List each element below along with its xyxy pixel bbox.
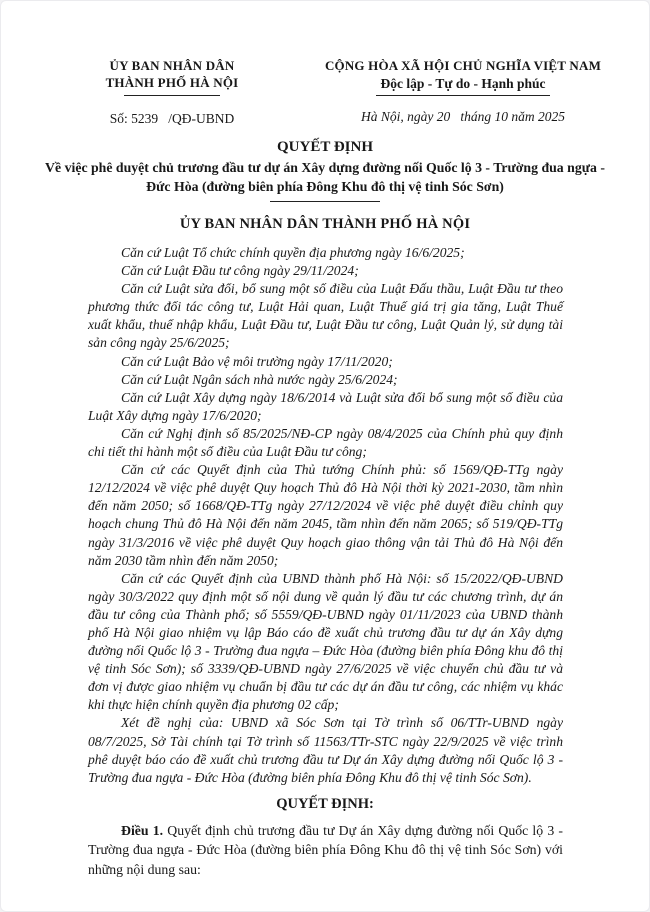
article-1-text: Quyết định chủ trương đầu tư Dự án Xây dựng đường nối Quốc lộ 3 - Trường đua ngựa - Đức Hòa (đường biên phía Đông Khu đô thị vệ tinh Sóc Sơn) với những nội dung sau: <box>88 822 563 877</box>
recital-paragraph: Căn cứ Luật Tổ chức chính quyền địa phương ngày 16/6/2025; <box>121 245 465 260</box>
recital-paragraph: Căn cứ Luật Xây dựng ngày 18/6/2014 và Luật sửa đổi bổ sung một số điều của Luật Xây dựng ngày 17/6/2020; <box>88 389 563 423</box>
recital-paragraph: Căn cứ Luật sửa đổi, bổ sung một số điều của Luật Đấu thầu, Luật Đầu tư theo phương thức đối tác công tư, Luật Hải quan, Luật Thuế giá trị gia tăng, Luật Thuế xuất khẩu, thuế nhập khẩu, Luật Đầu tư, Luật Đầu tư công, Luật Quản lý, sử dụng tài sản công ngày 25/6/2025; <box>88 281 563 351</box>
place-date-line: Hà Nội, ngày 20 tháng 10 năm 2025 <box>361 109 565 124</box>
article-1-label: Điều 1. <box>121 822 164 838</box>
article-1-paragraph <box>1 821 649 880</box>
issuer-heading: ỦY BAN NHÂN DÂN THÀNH PHỐ HÀ NỘI <box>179 216 471 232</box>
agency-line2: THÀNH PHỐ HÀ NỘI <box>105 75 239 90</box>
agency-underline <box>124 95 220 96</box>
issuing-agency-block <box>41 57 303 127</box>
document-content <box>1 1 649 879</box>
recital-paragraph: Căn cứ Luật Bảo vệ môi trường ngày 17/11/2020; <box>121 353 393 369</box>
national-motto: Độc lập - Tự do - Hạnh phúc <box>376 75 549 96</box>
recitals-section <box>1 233 649 787</box>
agency-line1: ỦY BAN NHÂN DÂN <box>109 58 235 73</box>
national-motto-block <box>303 57 623 127</box>
recital-paragraph: Căn cứ các Quyết định của UBND thành phố Hà Nội: số 15/2022/QĐ-UBND ngày 30/3/2022 quy định một số nội dung về quản lý đầu tư các chương trình, dự án đầu tư công của Thành phố; số 5559/QĐ-UBND ngày 01/11/2023 của UBND thành phố Hà Nội giao nhiệm vụ lập Báo cáo đề xuất chủ trương đầu tư dự án Xây dựng đường nối Quốc lộ 3 - Trường đua ngựa – Đức Hòa (đường biên phía Đông khu đô thị vệ tinh Sóc Sơn); số 3339/QĐ-UBND ngày 27/6/2025 về việc chuyển chủ đầu tư và đơn vị được giao nhiệm vụ chuẩn bị đầu tư các dự án đầu tư công, các nhiệm vụ khác khi thực hiện chính quyền địa phương 02 cấp; <box>88 570 563 713</box>
recital-paragraph: Căn cứ Luật Đầu tư công ngày 29/11/2024; <box>121 263 359 279</box>
decision-heading: QUYẾT ĐỊNH: <box>276 795 374 812</box>
document-header <box>1 57 649 127</box>
document-number: Số: 5239 /QĐ-UBND <box>109 111 235 126</box>
document-subject: Về việc phê duyệt chủ trương đầu tư dự án Xây dựng đường nối Quốc lộ 3 - Trường đua ngựa - Đức Hòa (đường biên phía Đông Khu đô thị vệ tinh Sóc Sơn) <box>45 160 605 194</box>
national-title: CỘNG HÒA XÃ HỘI CHỦ NGHĨA VIỆT NAM <box>324 58 602 73</box>
recital-paragraph: Căn cứ các Quyết định của Thủ tướng Chính phủ: số 1569/QĐ-TTg ngày 12/12/2024 về việc phê duyệt Quy hoạch Thủ đô Hà Nội thời kỳ 2021-2030, tầm nhìn đến năm 2050; số 1668/QĐ-TTg ngày 27/12/2024 về việc phê duyệt điều chỉnh quy hoạch chung Thủ đô Hà Nội đến năm 2045, tầm nhìn đến năm 2065; số 519/QĐ-TTg ngày 31/3/2016 về việc phê duyệt Quy hoạch giao thông vận tải Thủ đô Hà Nội đến năm 2030 tầm nhìn đến năm 2050; <box>88 462 563 568</box>
document-type-title: QUYẾT ĐỊNH <box>277 139 373 155</box>
recital-paragraph: Căn cứ Nghị định số 85/2025/NĐ-CP ngày 08/4/2025 của Chính phủ quy định chi tiết thi hành một số điều của Luật Đầu tư công; <box>88 425 563 460</box>
recital-paragraph: Căn cứ Luật Ngân sách nhà nước ngày 25/6/2024; <box>121 371 398 387</box>
subject-underline <box>270 201 380 202</box>
recital-paragraph: Xét đề nghị của: UBND xã Sóc Sơn tại Tờ trình số 06/TTr-UBND ngày 08/7/2025, Sở Tài chính tại Tờ trình số 11563/TTr-STC ngày 22/9/2025 về việc trình phê duyệt báo cáo đề xuất chủ trương đầu tư Dự án Xây dựng đường nối Quốc lộ 3 - Trường đua ngựa - Đức Hòa (đường biên phía Đông Khu đô thị vệ tinh Sóc Sơn). <box>88 715 563 785</box>
